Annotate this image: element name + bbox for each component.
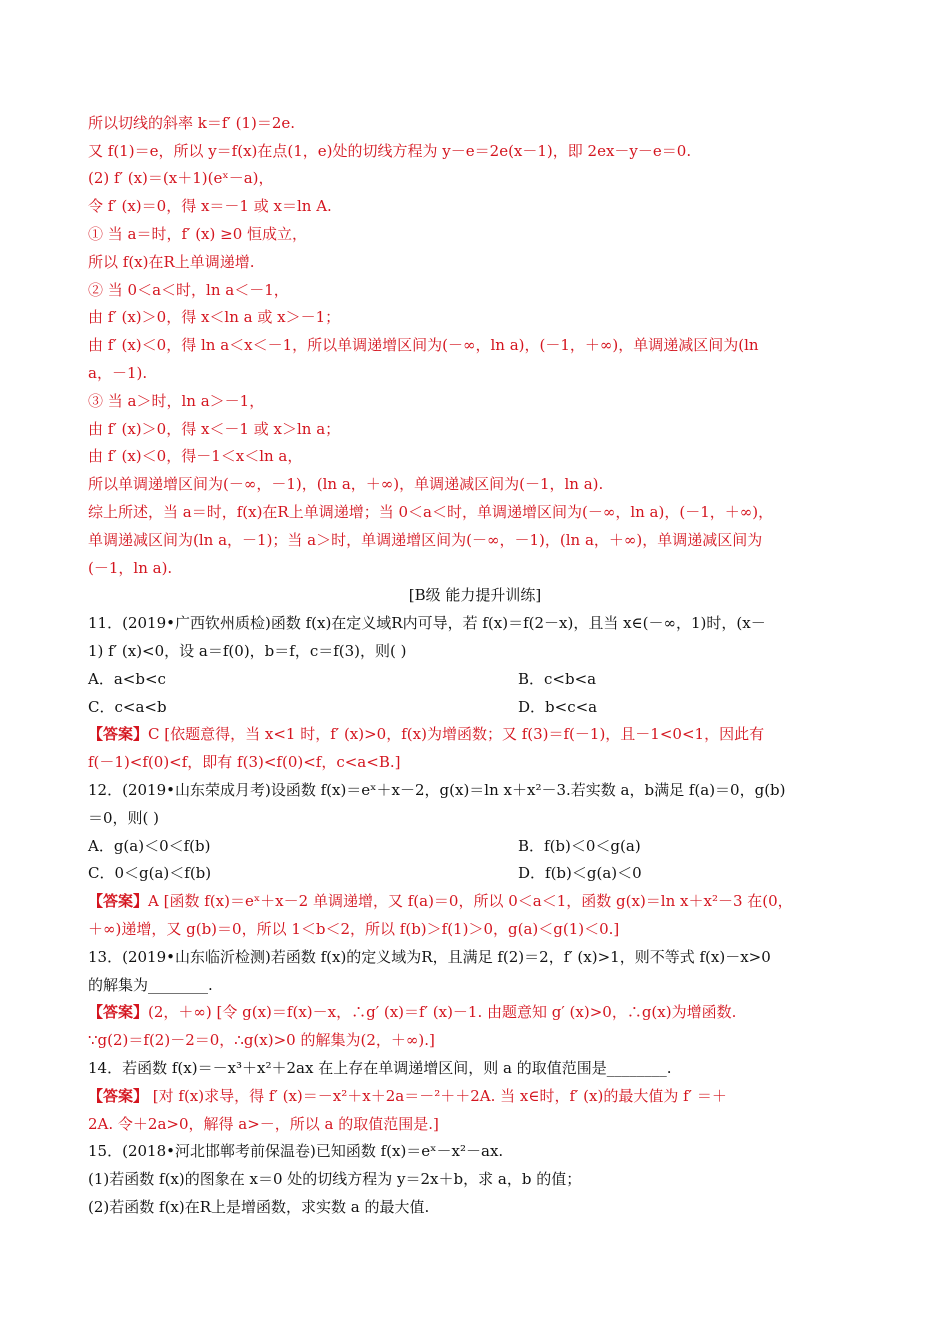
solution-line: 所以切线的斜率 k＝f′ (1)＝2e. [88, 114, 296, 132]
option-b: B．c<b<a [518, 670, 597, 688]
answer-tag: 【答案】 [88, 725, 149, 743]
answer-tag: 【答案】 [88, 1087, 149, 1105]
answer-text: A [函数 f(x)＝eˣ＋x－2 单调递增，又 f(a)＝0，所以 0＜a＜1，函数 g(x)＝ln x＋x²－3 在(0， [148, 892, 793, 910]
question-13-text: 的解集为________. [88, 976, 213, 994]
question-12-options [88, 836, 868, 858]
answer-12 [88, 891, 868, 913]
solution-line: 又 f(1)＝e，所以 y＝f(x)在点(1，e)处的切线方程为 y－e＝2e(x－1)，即 2ex－y－e＝0. [88, 142, 692, 160]
option-c: C．0＜g(a)＜f(b) [88, 864, 212, 882]
question-15-part2: (2)若函数 f(x)在R上是增函数，求实数 a 的最大值. [88, 1198, 430, 1216]
question-11-options [88, 697, 868, 719]
answer-14 [88, 1086, 868, 1108]
answer-11 [88, 724, 868, 746]
answer-tag: 【答案】 [88, 1003, 149, 1021]
question-12-options [88, 863, 868, 885]
answer-12-cont: ＋∞)递增，又 g(b)＝0，所以 1＜b＜2，所以 f(b)＞f(1)＞0，g(a)＜g(1)＜0.] [88, 920, 620, 938]
solution-line: ① 当 a＝时，f′ (x) ≥0 恒成立， [88, 225, 308, 243]
question-15-part1: (1)若函数 f(x)的图象在 x＝0 处的切线方程为 y＝2x＋b，求 a，b 的值； [88, 1170, 582, 1188]
solution-line: 由 f′ (x)＞0，得 x＜－1 或 x＞ln a； [88, 420, 341, 438]
answer-tag: 【答案】 [88, 892, 149, 910]
question-11-text: 1) f′ (x)<0，设 a＝f(0)，b＝f，c＝f(3)，则( ) [88, 642, 407, 660]
solution-line: 由 f′ (x)＞0，得 x＜ln a 或 x＞－1； [88, 308, 341, 326]
option-c: C．c<a<b [88, 698, 167, 716]
solution-line: (－1，ln a). [88, 559, 173, 577]
question-12-text: 12．(2019•山东荣成月考)设函数 f(x)＝eˣ＋x－2，g(x)＝ln x＋x²－3.若实数 a，b满足 f(a)＝0，g(b) [88, 781, 786, 799]
option-b: B．f(b)＜0＜g(a) [518, 837, 641, 855]
option-d: D．b<c<a [518, 698, 598, 716]
answer-text: [对 f(x)求导，得 f′ (x)＝－x²＋x＋2a＝－²＋＋2A. 当 x∈时，f′ (x)的最大值为 f′ ＝＋ [148, 1087, 727, 1105]
solution-line: 由 f′ (x)＜0，得－1＜x＜ln a， [88, 447, 303, 465]
question-15-text: 15．(2018•河北邯郸考前保温卷)已知函数 f(x)＝eˣ－x²－ax. [88, 1142, 504, 1160]
solution-line: ② 当 0＜a＜时，ln a＜－1， [88, 281, 289, 299]
answer-11-cont: f(－1)<f(0)<f，即有 f(3)<f(0)<f，c<a<B.] [88, 753, 401, 771]
option-a: A．a<b<c [88, 670, 166, 688]
solution-line: 由 f′ (x)＜0，得 ln a＜x＜－1，所以单调递增区间为(－∞，ln a)，(－1，＋∞)，单调递减区间为(ln [88, 336, 759, 354]
solution-line: 综上所述，当 a＝时，f(x)在R上单调递增；当 0＜a＜时，单调递增区间为(－∞，ln a)，(－1，＋∞)， [88, 503, 774, 521]
solution-line: ③ 当 a＞时，ln a＞－1， [88, 392, 265, 410]
answer-14-cont: 2A. 令＋2a>0，解得 a>－，所以 a 的取值范围是.] [88, 1115, 439, 1133]
question-11-text: 11．(2019•广西钦州质检)函数 f(x)在定义域R内可导，若 f(x)＝f(2－x)，且当 x∈(－∞，1)时，(x－ [88, 614, 766, 632]
answer-text: C [依题意得，当 x<1 时，f′ (x)>0，f(x)为增函数；又 f(3)＝f(－1)，且－1<0<1，因此有 [148, 725, 765, 743]
question-12-text: ＝0，则( ) [88, 809, 160, 827]
solution-line: 所以 f(x)在R上单调递增. [88, 253, 255, 271]
option-a: A．g(a)＜0＜f(b) [88, 837, 211, 855]
option-d: D．f(b)＜g(a)＜0 [518, 864, 642, 882]
solution-line: a，－1). [88, 364, 148, 382]
section-title: [B级 能力提升训练] [408, 586, 542, 604]
solution-line: 所以单调递增区间为(－∞，－1)，(ln a，＋∞)，单调递减区间为(－1，ln a). [88, 475, 604, 493]
question-14-text: 14．若函数 f(x)＝－x³＋x²＋2ax 在上存在单调递增区间，则 a 的取值范围是________. [88, 1059, 672, 1077]
solution-line: 令 f′ (x)＝0，得 x＝－1 或 x＝ln A. [88, 197, 332, 215]
answer-text: (2，＋∞) [令 g(x)＝f(x)－x，∴g′ (x)＝f′ (x)－1. 由题意知 g′ (x)>0，∴g(x)为增函数. [148, 1003, 737, 1021]
question-11-options [88, 669, 868, 691]
answer-13 [88, 1002, 868, 1024]
solution-line: (2) f′ (x)＝(x＋1)(eˣ－a)， [88, 169, 274, 187]
question-13-text: 13．(2019•山东临沂检测)若函数 f(x)的定义域为R，且满足 f(2)＝2，f′ (x)>1，则不等式 f(x)－x>0 [88, 948, 771, 966]
solution-line: 单调递减区间为(ln a，－1)；当 a＞时，单调递增区间为(－∞，－1)，(ln a，＋∞)，单调递减区间为 [88, 531, 763, 549]
answer-13-cont: ∵g(2)＝f(2)－2＝0，∴g(x)>0 的解集为(2，＋∞).] [88, 1031, 435, 1049]
